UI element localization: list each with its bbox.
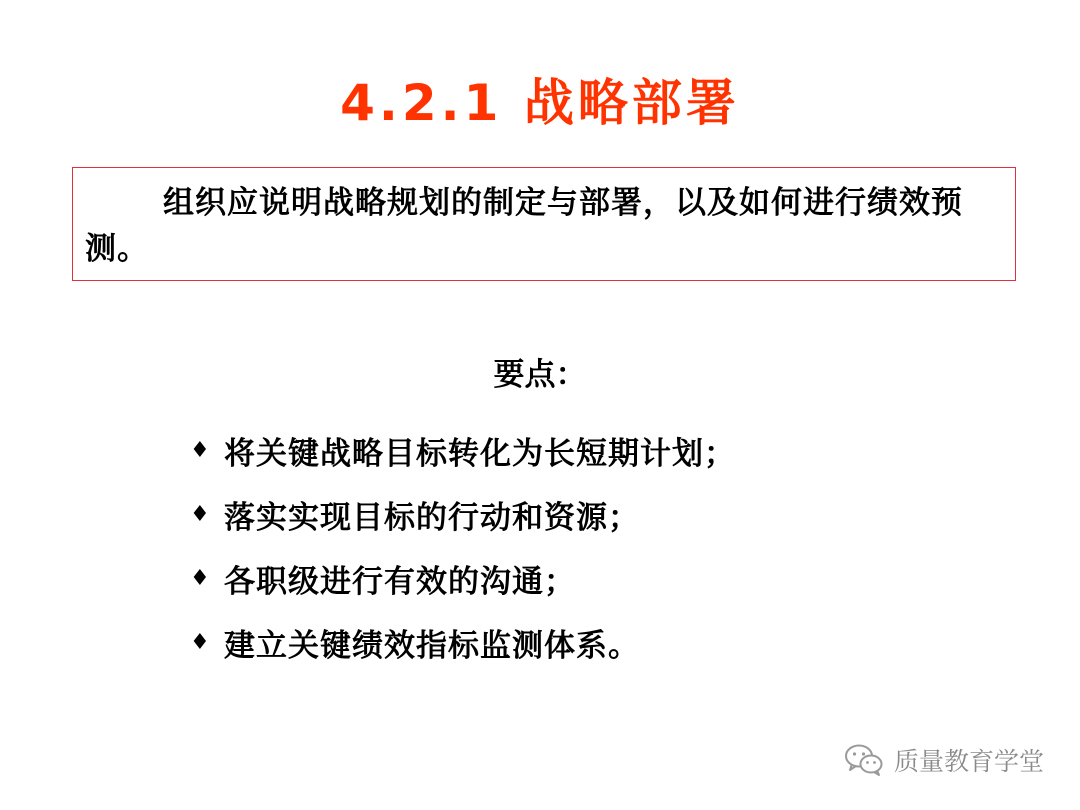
wechat-icon: [844, 743, 884, 777]
diamond-bullet-icon: ♦: [190, 501, 211, 527]
slide-title: 4.2.1 战略部署: [340, 74, 740, 132]
key-point-item: [190, 546, 950, 610]
key-point-text: 落实实现目标的行动和资源；: [224, 499, 640, 536]
key-point-item: [190, 482, 950, 546]
key-point-text: 各职级进行有效的沟通；: [224, 563, 576, 600]
key-point-text: 将关键战略目标转化为长短期计划；: [224, 435, 736, 472]
watermark: [844, 742, 1044, 778]
diamond-bullet-icon: ♦: [190, 629, 211, 655]
requirement-box: [72, 167, 1016, 281]
diamond-bullet-icon: ♦: [190, 565, 211, 591]
watermark-text: 质量教育学堂: [893, 747, 1044, 776]
key-point-item: [190, 610, 950, 674]
key-points-heading: 要点：: [493, 357, 587, 393]
key-point-text: 建立关键绩效指标监测体系。: [224, 627, 640, 664]
diamond-bullet-icon: ♦: [190, 437, 211, 463]
requirement-text: 组织应说明战略规划的制定与部署，以及如何进行绩效预测。: [85, 185, 963, 267]
key-point-item: [190, 418, 950, 482]
key-points-list: [190, 418, 950, 674]
